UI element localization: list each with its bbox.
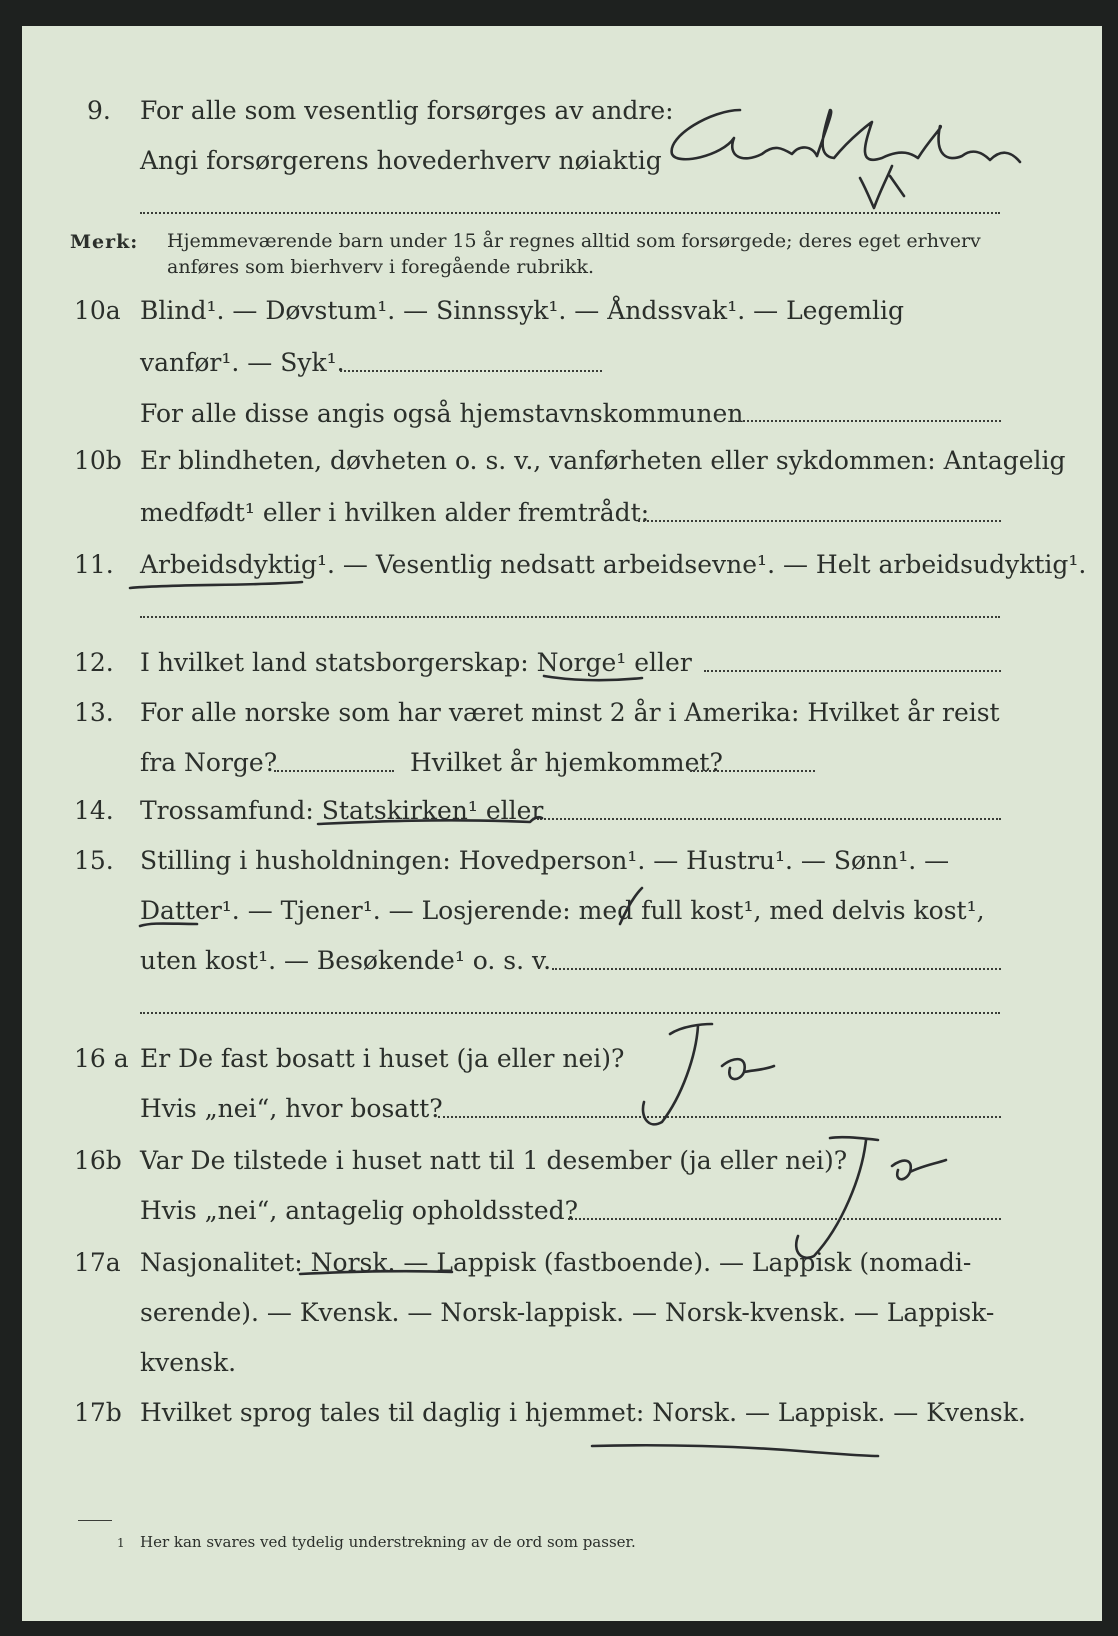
q17a-line1: Nasjonalitet: Norsk. — Lappisk (fastboende). — Lappisk (nomadi- <box>140 1248 972 1277</box>
q12-line1: I hvilket land statsborgerskap: Norge¹ eller <box>140 648 692 677</box>
q16a-line2: Hvis „nei“, hvor bosatt? <box>140 1094 443 1123</box>
q9-handwritten-answer <box>672 110 1020 162</box>
q15-number: 15. <box>74 846 114 875</box>
q15-line2: Datter¹. — Tjener¹. — Losjerende: med full kost¹, med delvis kost¹, <box>140 896 985 925</box>
q13-line2a: fra Norge? <box>140 748 278 777</box>
q12-dots <box>704 670 1001 672</box>
q17b-underline <box>592 1445 878 1456</box>
q14-dots <box>537 818 1001 820</box>
q11-line1: Arbeidsdyktig¹. — Vesentlig nedsatt arbeidsevne¹. — Helt arbeidsudyktig¹. <box>140 550 1087 579</box>
q17a-line2: serende). — Kvensk. — Norsk-lappisk. — Norsk-kvensk. — Lappisk- <box>140 1298 995 1327</box>
q10b-number: 10b <box>74 446 122 475</box>
q14-number: 14. <box>74 796 114 825</box>
q15-line3: uten kost¹. — Besøkende¹ o. s. v. <box>140 946 552 975</box>
q16b-line2-dots <box>568 1218 1001 1220</box>
q16a-number: 16 a <box>74 1044 129 1073</box>
q10a-line2-dots <box>340 370 602 372</box>
q11-number: 11. <box>74 550 114 579</box>
q13-hjemkommet-dots <box>690 770 815 772</box>
footnote-rule <box>78 1520 112 1521</box>
q16a-handwritten-answer <box>643 1024 774 1124</box>
census-form-page <box>22 26 1102 1621</box>
q11-underline <box>130 582 302 588</box>
q16a-line2-dots <box>438 1116 1001 1118</box>
merk-label: Merk: <box>70 231 139 253</box>
q10a-line3: For alle disse angis også hjemstavnskommunen <box>140 399 744 428</box>
footnote-text: Her kan svares ved tydelig understrekning av de ord som passer. <box>140 1533 636 1551</box>
q9-line1: For alle som vesentlig forsørges av andre: <box>140 96 674 125</box>
q13-reist-dots <box>274 770 394 772</box>
q9-answer-line <box>140 212 1000 214</box>
q13-line2b: Hvilket år hjemkommet? <box>410 748 723 777</box>
q13-number: 13. <box>74 698 114 727</box>
q15-extra-line <box>140 1012 1000 1014</box>
q15-line3-dots <box>552 968 1001 970</box>
q17a-number: 17a <box>74 1248 121 1277</box>
merk-line1: Hjemmeværende barn under 15 år regnes alltid som forsørgede; deres eget erhverv <box>167 230 981 252</box>
q10a-line2: vanfør¹. — Syk¹. <box>140 348 345 377</box>
q10b-line1: Er blindheten, døvheten o. s. v., vanførheten eller sykdommen: Antagelig <box>140 446 1066 475</box>
q10a-number: 10a <box>74 296 121 325</box>
q16b-number: 16b <box>74 1146 122 1175</box>
q10a-line1: Blind¹. — Døvstum¹. — Sinnssyk¹. — Åndssvak¹. — Legemlig <box>140 296 904 325</box>
q11-answer-line <box>140 616 1000 618</box>
footnote-mark: 1 <box>117 1536 125 1550</box>
q17b-line1: Hvilket sprog tales til daglig i hjemmet: Norsk. — Lappisk. — Kvensk. <box>140 1398 1026 1427</box>
q17a-line3: kvensk. <box>140 1348 237 1377</box>
q9-number: 9. <box>87 96 111 125</box>
q15-line1: Stilling i husholdningen: Hovedperson¹. — Hustru¹. — Sønn¹. — <box>140 846 950 875</box>
q10b-line2: medfødt¹ eller i hvilken alder fremtrådt: <box>140 498 650 527</box>
q10b-line2-dots <box>638 520 1001 522</box>
q16b-line1: Var De tilstede i huset natt til 1 desember (ja eller nei)? <box>140 1146 848 1175</box>
q16a-line1: Er De fast bosatt i huset (ja eller nei)? <box>140 1044 625 1073</box>
merk-line2: anføres som bierhverv i foregående rubrikk. <box>167 256 595 278</box>
q9-line2: Angi forsørgerens hovederhverv nøiaktig <box>140 146 662 175</box>
q14-line1: Trossamfund: Statskirken¹ eller <box>140 796 544 825</box>
q12-number: 12. <box>74 648 114 677</box>
q9-answer-tick <box>860 166 904 208</box>
q16b-line2: Hvis „nei“, antagelig opholdssted? <box>140 1196 579 1225</box>
q17b-number: 17b <box>74 1398 122 1427</box>
q10a-line3-dots <box>735 420 1001 422</box>
q13-line1: For alle norske som har været minst 2 år i Amerika: Hvilket år reist <box>140 698 1000 727</box>
